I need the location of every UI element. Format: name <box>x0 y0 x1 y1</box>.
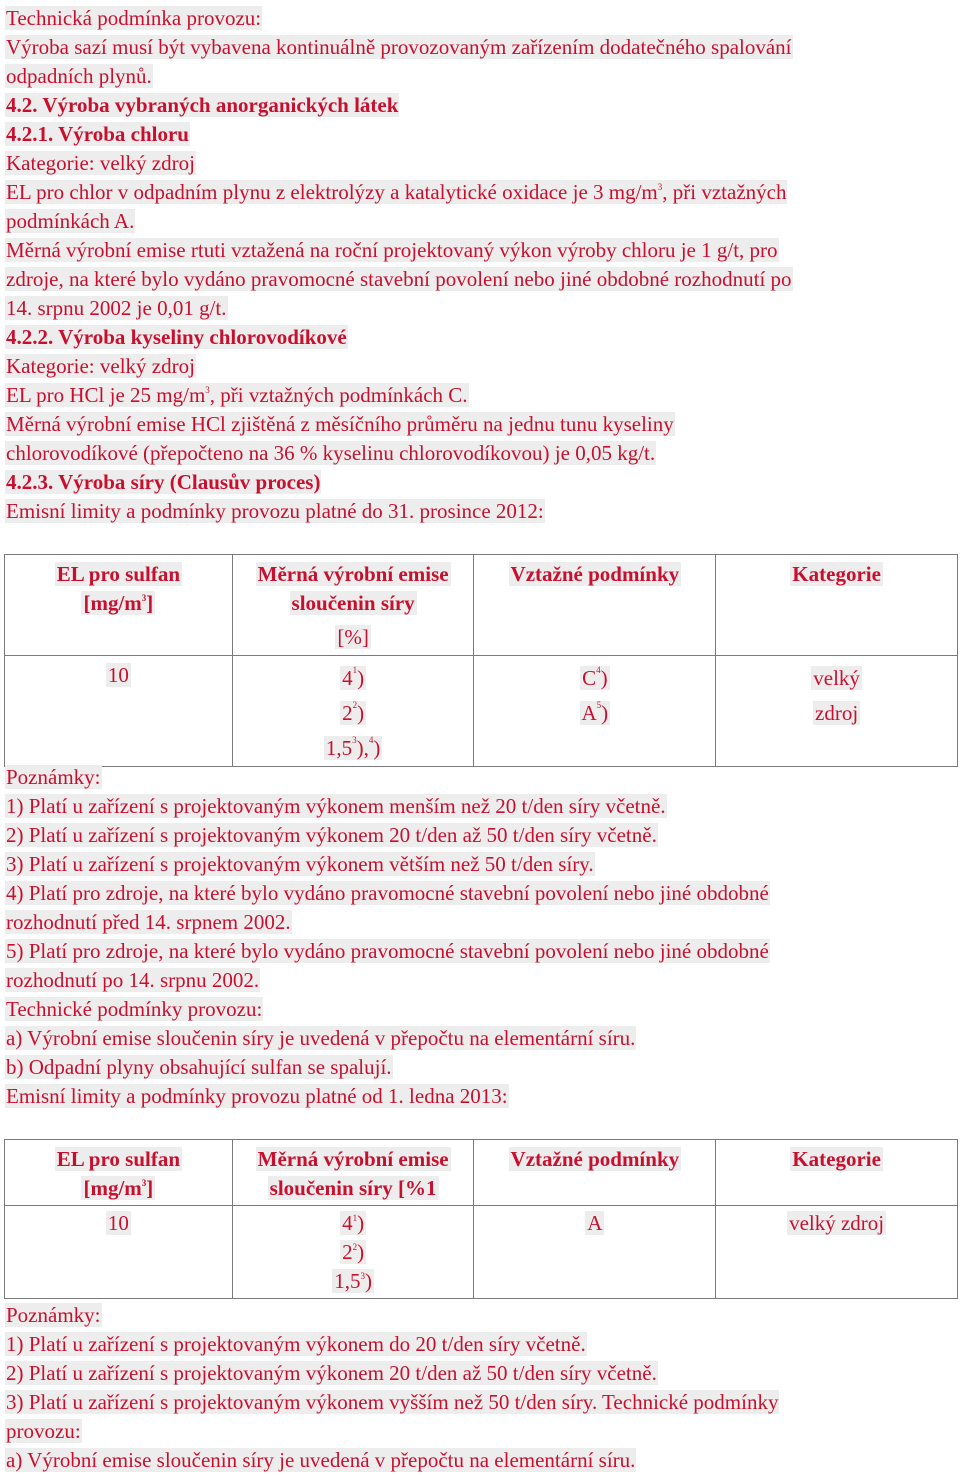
text-line: 2) Platí u zařízení s projektovaným výkonem 20 t/den až 50 t/den síry včetně. <box>6 823 657 847</box>
section-heading: 4.2.1. Výroba chloru <box>6 122 189 146</box>
text-line: Kategorie: velký zdroj <box>6 151 195 175</box>
text-line: 1) Platí u zařízení s projektovaným výkonem menším než 20 t/den síry včetně. <box>6 794 666 818</box>
section-heading: 4.2. Výroba vybraných anorganických látek <box>6 93 399 117</box>
text-line: Výroba sazí musí být vybavena kontinuálně provozovaným zařízením dodatečného spalování <box>6 35 792 59</box>
text-line: Emisní limity a podmínky provozu platné do 31. prosince 2012: <box>6 499 544 523</box>
text-line: 2) Platí u zařízení s projektovaným výkonem 20 t/den až 50 t/den síry včetně. <box>6 1361 657 1385</box>
cell-el-value: 10 <box>5 656 233 767</box>
text-line: Poznámky: <box>6 765 101 789</box>
header-reference-conditions: Vztažné podmínky <box>474 1140 716 1206</box>
table-header-row <box>5 555 958 656</box>
text-line: Emisní limity a podmínky provozu platné od 1. ledna 2013: <box>6 1084 508 1108</box>
header-el-sulfan: EL pro sulfan $[mg/m^3]$ <box>5 1140 233 1206</box>
text-line: 1) Platí u zařízení s projektovaným výkonem do 20 t/den síry včetně. <box>6 1332 586 1356</box>
header-category: Kategorie <box>716 1140 958 1206</box>
text-line: zdroje, na které bylo vydáno pravomocné stavební povolení nebo jiné obdobné rozhodnutí po <box>6 267 792 291</box>
text-line: 3) Platí u zařízení s projektovaným výkonem vyšším než 50 t/den síry. Technické podmínky <box>6 1390 779 1414</box>
text-line: 14. srpnu 2002 je 0,01 g/t. <box>6 296 227 320</box>
text-line: EL pro chlor v odpadním plynu z elektrolýzy a katalytické oxidace je 3 $mg/m^3$, při vztažných <box>6 180 787 204</box>
text-line: EL pro HCl je 25 $mg/m^3$, při vztažných podmínkách C. <box>6 383 468 407</box>
table-row <box>5 1206 958 1299</box>
text-line: odpadních plynů. <box>6 64 152 88</box>
text-line: a) Výrobní emise sloučenin síry je uvedená v přepočtu na elementární síru. <box>6 1026 636 1050</box>
text-line: Poznámky: <box>6 1303 101 1327</box>
text-line: podmínkách A. <box>6 209 135 233</box>
cell-category: velký zdroj <box>716 656 958 767</box>
text-line: Měrná výrobní emise HCl zjištěná z měsíčního průměru na jednu tunu kyseliny <box>6 412 674 436</box>
limits-table-2012 <box>4 554 958 767</box>
section-heading: 4.2.3. Výroba síry (Clausův proces) <box>6 470 321 494</box>
text-line: Technické podmínky provozu: <box>6 997 263 1021</box>
text-line: Technická podmínka provozu: <box>6 6 262 30</box>
text-line: chlorovodíkové (přepočteno na 36 % kyselinu chlorovodíkovou) je 0,05 kg/t. <box>6 441 656 465</box>
text-line: provozu: <box>6 1419 81 1443</box>
cell-el-value: 10 <box>5 1206 233 1299</box>
text-line: 4) Platí pro zdroje, na které bylo vydáno pravomocné stavební povolení nebo jiné obdobné <box>6 881 769 905</box>
cell-emission-values: $4^1$) $2^2$) $1,5^3$) <box>232 1206 474 1299</box>
text-line: Měrná výrobní emise rtuti vztažená na roční projektovaný výkon výroby chloru je 1 g/t, pro <box>6 238 778 262</box>
text-line: a) Výrobní emise sloučenin síry je uvedená v přepočtu na elementární síru. <box>6 1448 636 1472</box>
cell-conditions: $C^4$) $A^5$) <box>474 656 716 767</box>
text-line: Kategorie: velký zdroj <box>6 354 195 378</box>
text-line: rozhodnutí po 14. srpnu 2002. <box>6 968 260 992</box>
cell-emission-values: $4^1$) $2^2$) $1,5^3),^4$) <box>232 656 474 767</box>
header-el-sulfan: EL pro sulfan $[mg/m^3]$ <box>5 555 233 656</box>
text-line: 5) Platí pro zdroje, na které bylo vydáno pravomocné stavební povolení nebo jiné obdobné <box>6 939 769 963</box>
section-heading: 4.2.2. Výroba kyseliny chlorovodíkové <box>6 325 347 349</box>
text-line: rozhodnutí před 14. srpnem 2002. <box>6 910 291 934</box>
header-emission: Měrná výrobní emise sloučenin síry [%1 <box>232 1140 474 1206</box>
table-header-row <box>5 1140 958 1206</box>
text-line: 3) Platí u zařízení s projektovaným výkonem větším než 50 t/den síry. <box>6 852 594 876</box>
header-category: Kategorie <box>716 555 958 656</box>
header-reference-conditions: Vztažné podmínky <box>474 555 716 656</box>
header-emission: Měrná výrobní emise sloučenin síry [%] <box>232 555 474 656</box>
cell-category: velký zdroj <box>716 1206 958 1299</box>
cell-conditions: A <box>474 1206 716 1299</box>
limits-table-2013 <box>4 1139 958 1299</box>
text-line: b) Odpadní plyny obsahující sulfan se spalují. <box>6 1055 392 1079</box>
table-row <box>5 656 958 767</box>
